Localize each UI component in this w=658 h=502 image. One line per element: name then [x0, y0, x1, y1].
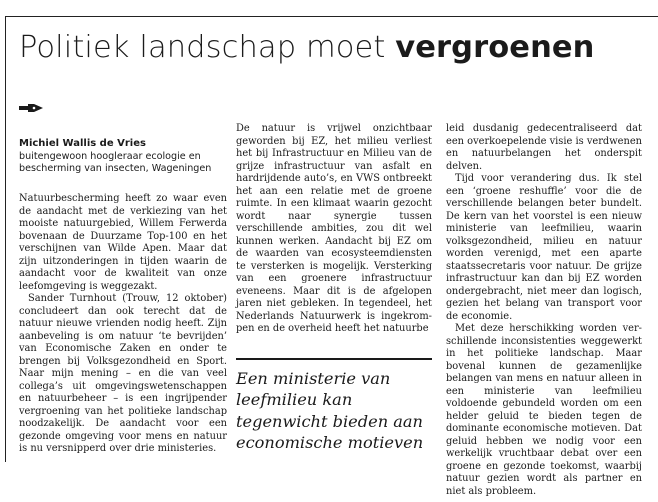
- frame-left-border: [5, 16, 6, 462]
- paragraph: Sander Turnhout (Trouw, 12 oktober) concludeert dan ook terecht dat de natuur nieuwe vrienden nodig heeft. Zijn aanbeveling is om natuur ‘te bevrijden’ van Economische Zaken en onder te brengen bij Volksgezondheid en Sport. Naar mijn mening – en die van veel collega’s uit omgevingswetenschappen en natuurbeheer – is een ingrijpender vergroening van het politieke landschap noodzakelijk. De aandacht voor een gezonde omgeving voor mens en natuur is nu versnipperd over drie ministeries.: [19, 293, 227, 454]
- pen-nib-arrow-icon: [19, 100, 45, 119]
- article-column-2: [236, 123, 432, 336]
- paragraph: Tijd voor verandering dus. Ik stel een ‘groene reshuffle’ voor die de verschillende belangen beter bundelt. De kern van het voorstel is een nieuw ministerie van leefmilieu, waarin volksgezondheid, milieu en natuur worden verenigd, met een aparte staatssecretaris voor natuur. De grijze infrastructuur kan dan bij EZ worden ondergebracht, niet meer dan logisch, gezien het belang van transport voor de economie.: [446, 173, 642, 322]
- paragraph: Met deze herschikking worden verschillende inconsistenties weggewerkt in het politieke landschap. Maar bovenal kunnen de gezamenlijke belangen van mens en natuur alleen in een ministerie van leefmilieu voldoende gebundeld worden om een helder geluid te bieden tegen de dominante economische motieven. Dat geluid hebben we nodig voor een werkelijk vruchtbaar debat over een groene en gezonde toekomst, waarbij natuur gezien wordt als partner en niet als probleem.: [446, 323, 642, 497]
- headline: [19, 30, 595, 65]
- paragraph: Natuurbescherming heeft zo waar even de aandacht met de verkiezing van het mooiste natuurgebied, Willem Ferwerda bovenaan de Duurzame Top-100 en het verschijnen van Wilde Apen. Maar dat zijn uitzonderingen in tijden waarin de aandacht voor de kwaliteit van onze leefomgeving is weggezakt.: [19, 193, 227, 292]
- headline-bold: vergroenen: [395, 30, 595, 65]
- headline-light: Politiek landschap moet: [19, 30, 396, 65]
- frame-top-border: [5, 16, 658, 17]
- paragraph: De natuur is vrijwel onzichtbaar geworden bij EZ, het milieu verliest het bij Infrastructuur en Milieu van de grijze infrastructuur van asfalt en hardrijdende auto’s, en VWS ontbreekt het aan een relatie met de groene ruimte. In een klimaat waarin gezocht wordt naar synergie tussen verschillende ambities, zou dit wel kunnen werken. Aandacht bij EZ om de waarden van ecosysteemdiensten te versterken is mogelijk. Versterking van een groenere infrastructuur eveneens. Maar dit is de afgelopen jaren niet gebleken. In tegendeel, het Nederlands Natuurwerk is ingekrompen en de overheid heeft het natuurbe: [236, 123, 432, 334]
- author-name: Michiel Wallis de Vries: [19, 138, 146, 149]
- paragraph: leid dusdanig gedecentraliseerd dat een overkoepelende visie is verdwenen en natuurbelangen het onderspit delven.: [446, 123, 642, 172]
- article-column-3: [446, 123, 642, 498]
- pull-quote: Een ministerie van leefmilieu kan tegenwicht bieden aan economische motieven: [236, 369, 424, 452]
- pull-quote-rule: [236, 358, 432, 360]
- author-role: buitengewoon hoogleraar ecologie en bescherming van insecten, Wageningen: [19, 151, 212, 175]
- article-column-1: [19, 193, 227, 456]
